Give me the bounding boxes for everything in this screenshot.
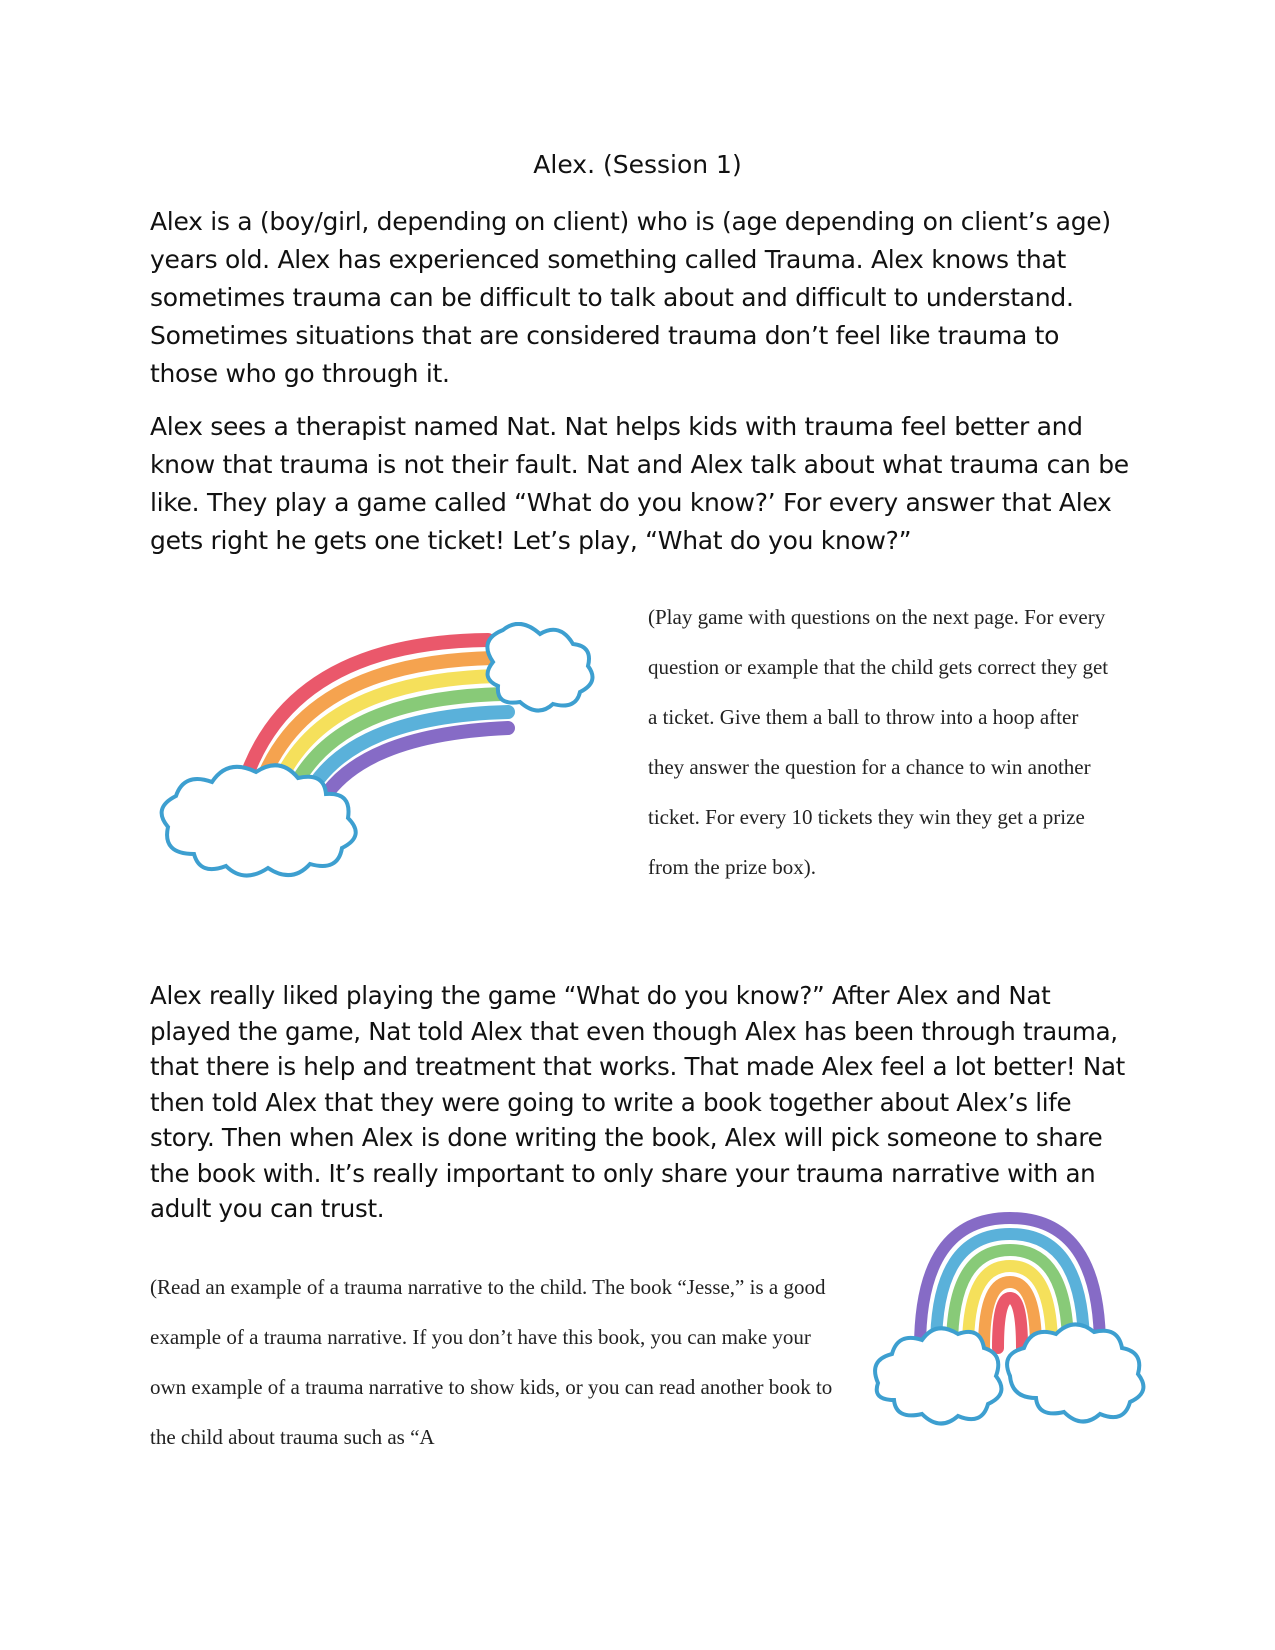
instruction-narrative: (Read an example of a trauma narrative to the child. The book “Jesse,” is a good example of a trauma narrative. If you don’t have this book, you can make your own example of a trauma narrative to show kids, or you can read another book to the child about trauma such as “A	[150, 1275, 833, 1449]
instruction-game: (Play game with questions on the next page. For every question or example that the child gets correct they get a ticket. Give them a ball to throw into a hoop after they answer the question for a chance to win another ticket. For every 10 tickets they win they get a prize from the prize box).	[648, 605, 1109, 879]
rainbow-illustration-2	[870, 1208, 1150, 1448]
page-title: Alex. (Session 1)	[533, 150, 742, 179]
rainbow-illustration-1	[148, 622, 618, 884]
paragraph-book: Alex really liked playing the game “What do you know?” After Alex and Nat played the game, Nat told Alex that even though Alex has been through trauma, that there is help and treatment that works. That made Alex feel a lot better! Nat then told Alex that they were going to write a book together about Alex’s life story. Then when Alex is done writing the book, Alex will pick someone to share the book with. It’s really important to only share your trauma narrative with an adult you can trust.	[150, 981, 1125, 1223]
paragraph-therapist: Alex sees a therapist named Nat. Nat helps kids with trauma feel better and know that trauma is not their fault. Nat and Alex talk about what trauma can be like. They play a game called “What do you know?’ For every answer that Alex gets right he gets one ticket! Let’s play, “What do you know?”	[150, 412, 1129, 555]
paragraph-intro: Alex is a (boy/girl, depending on client) who is (age depending on client’s age) years old. Alex has experienced something called Trauma. Alex knows that sometimes trauma can be difficult to talk about and difficult to understand. Sometimes situations that are considered trauma don’t feel like trauma to those who go through it.	[150, 207, 1111, 388]
